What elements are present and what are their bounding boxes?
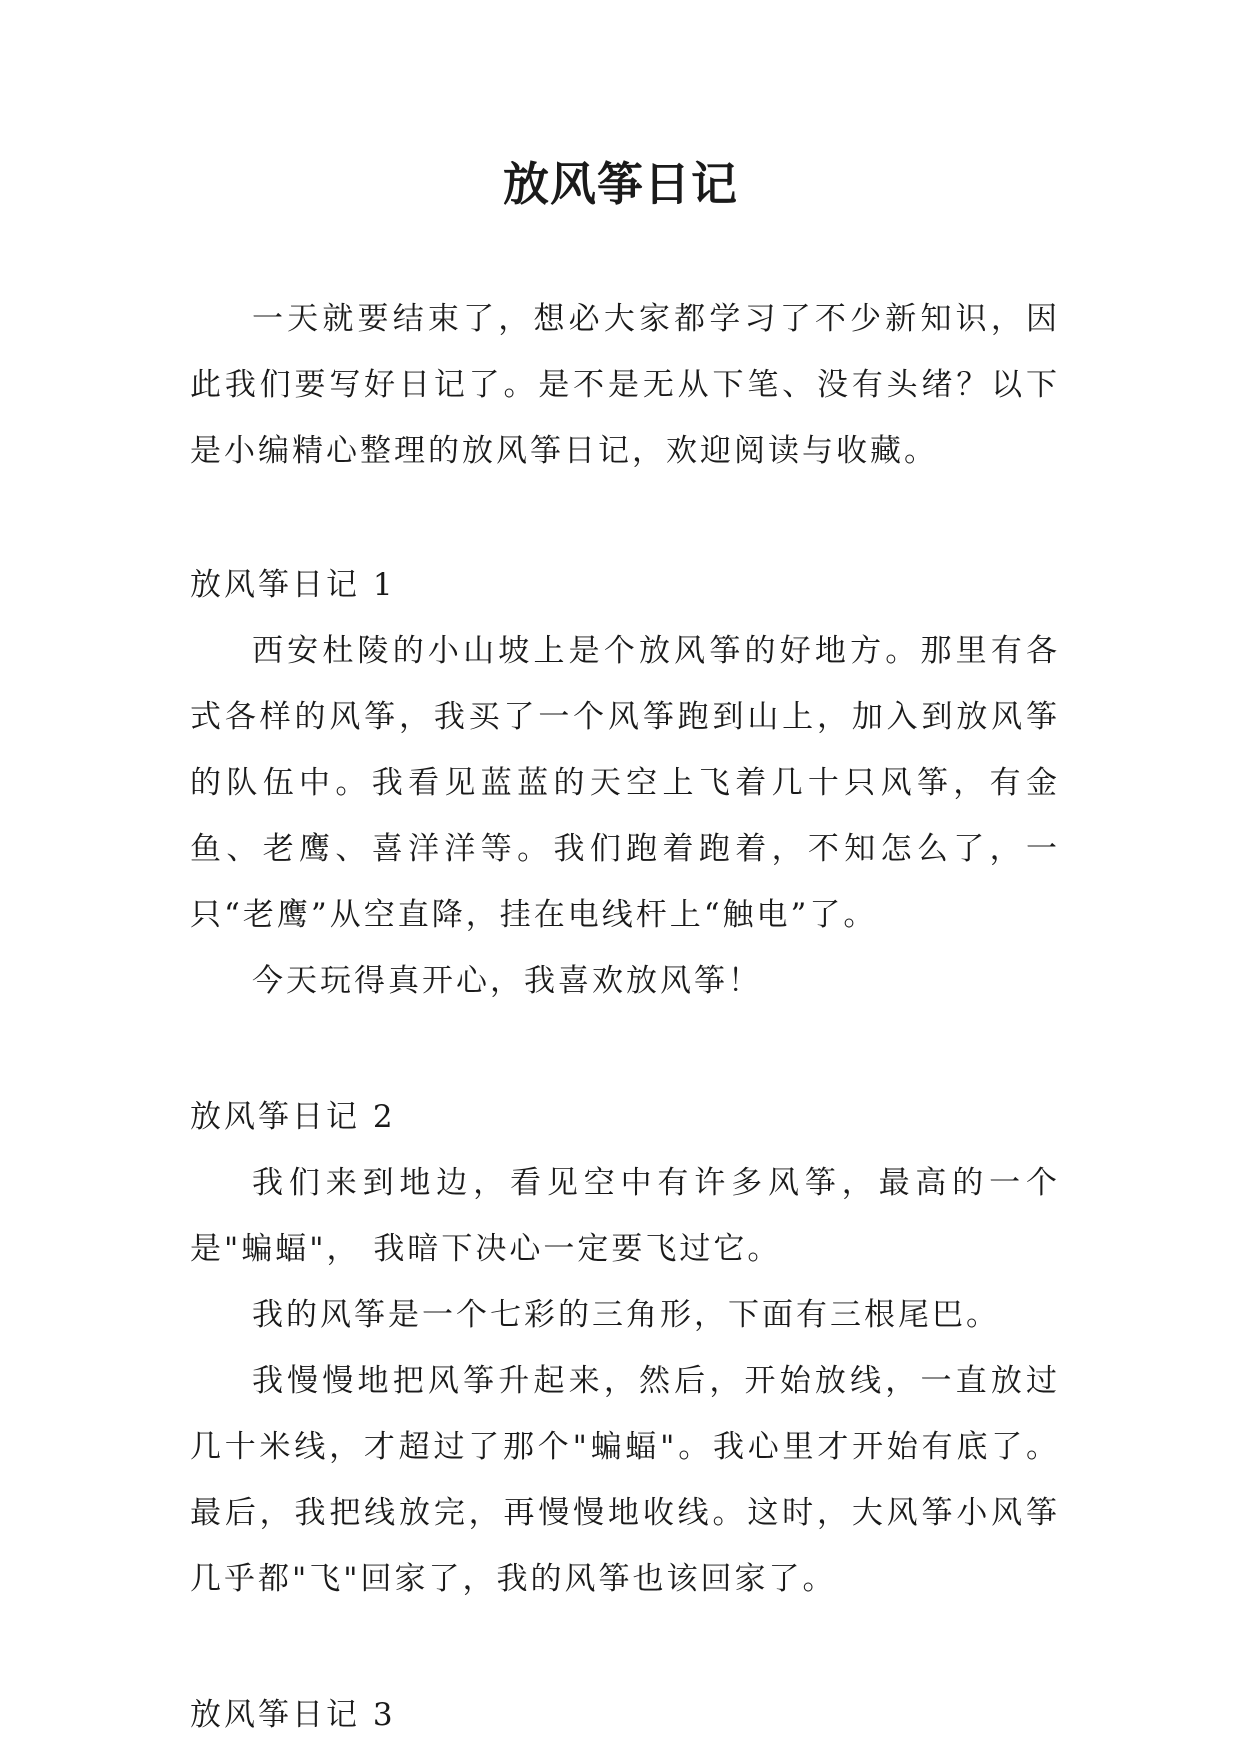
section-paragraph: 今天玩得真开心，我喜欢放风筝！ (252, 963, 762, 999)
intro-paragraph: 一天就要结束了，想必大家都学习了不少新知识，因此我们要写好日记了。是不是无从下笔、没有头绪？以下是小编精心整理的放风筝日记，欢迎阅读与收藏。 (190, 301, 1060, 469)
section-heading: 放风筝日记 2 (190, 1099, 396, 1135)
section-paragraph: 我们来到地边，看见空中有许多风筝，最高的一个是"蝙蝠"， 我暗下决心一定要飞过它。 (190, 1165, 1060, 1267)
section-paragraph: 我的风筝是一个七彩的三角形，下面有三根尾巴。 (252, 1297, 1000, 1333)
section-paragraph: 西安杜陵的小山坡上是个放风筝的好地方。那里有各式各样的风筝，我买了一个风筝跑到山上，加入到放风筝的队伍中。我看见蓝蓝的天空上飞着几十只风筝，有金鱼、老鹰、喜洋洋等。我们跑着跑着，不知怎么了，一只“老鹰”从空直降，挂在电线杆上“触电”了。 (190, 633, 1060, 933)
section-paragraph: 我慢慢地把风筝升起来，然后，开始放线，一直放过几十米线，才超过了那个"蝙蝠"。我心里才开始有底了。 最后，我把线放完，再慢慢地收线。这时，大风筝小风筝几乎都"飞"回家了，我的风筝也该回家了。 (190, 1363, 1060, 1597)
section-heading: 放风筝日记 3 (190, 1697, 396, 1733)
section-heading: 放风筝日记 1 (190, 567, 396, 603)
spacer (190, 1612, 1060, 1682)
diary-section-1 (190, 552, 1060, 1014)
diary-section-2 (190, 1084, 1060, 1612)
spacer (190, 1014, 1060, 1084)
diary-section-3 (190, 1682, 1060, 1748)
document-body (190, 286, 1060, 1748)
spacer (190, 484, 1060, 552)
document-title: 放风筝日记 (503, 157, 738, 211)
